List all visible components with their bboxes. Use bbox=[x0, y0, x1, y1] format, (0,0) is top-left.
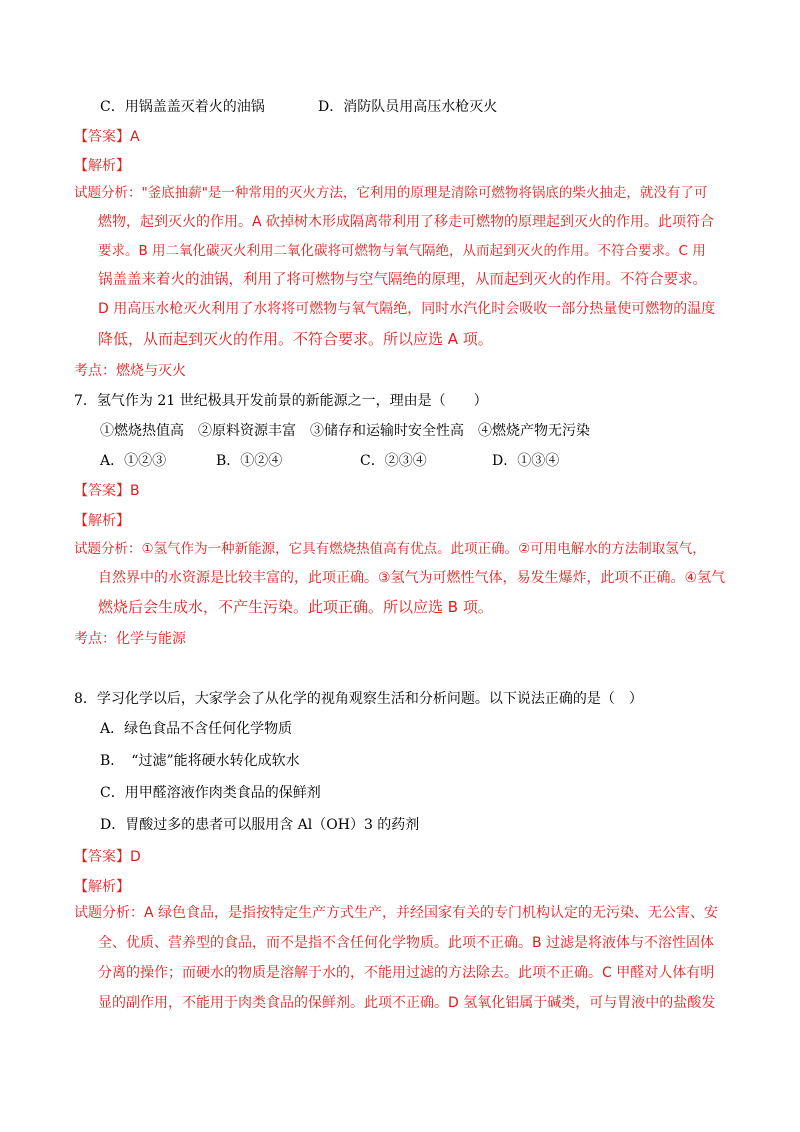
q6-analysis-line: D 用高压水枪灭火利用了水将将可燃物与氧气隔绝，同时水汽化时会吸收一部分热量使可燃物的温度 bbox=[98, 301, 716, 317]
q6-kaodian: 考点：燃烧与灭火 bbox=[74, 363, 186, 379]
q7-analysis-label: 【解析】 bbox=[74, 513, 130, 529]
q7-answer: 【答案】B bbox=[74, 483, 140, 499]
q8-analysis-line: 分离的操作；而硬水的物质是溶解于水的，不能用过滤的方法除去。此项不正确。C 甲醛对人体有明 bbox=[98, 965, 715, 981]
q7-analysis-line: 自然界中的水资源是比较丰富的，此项正确。③氢气为可燃性气体，易发生爆炸，此项不正确。④氢气 bbox=[98, 570, 726, 586]
q6-analysis-line: 试题分析："釜底抽薪"是一种常用的灭火方法，它利用的原理是清除可燃物将锅底的柴火抽走，就没有了可 bbox=[74, 185, 708, 201]
q7-option-b: B．①②④ bbox=[216, 453, 283, 469]
q8-option-a: A．绿色食品不含任何化学物质 bbox=[100, 721, 293, 737]
q7-analysis-line: 燃烧后会生成水，不产生污染。此项正确。所以应选 B 项。 bbox=[98, 598, 493, 616]
q6-answer: 【答案】A bbox=[74, 129, 140, 145]
q7-option-c: C．②③④ bbox=[360, 453, 427, 469]
q6-analysis-line: 要求。B 用二氧化碳灭火利用二氧化碳将可燃物与氧气隔绝，从而起到灭火的作用。不符合要求。C 用 bbox=[98, 243, 706, 259]
q8-option-c: C．用甲醛溶液作肉类食品的保鲜剂 bbox=[100, 785, 321, 801]
q6-analysis-line: 燃物，起到灭火的作用。A 砍掉树木形成隔离带利用了移走可燃物的原理起到灭火的作用。此项符合 bbox=[98, 214, 715, 230]
q8-option-d: D．胃酸过多的患者可以服用含 Al（OH）3 的药剂 bbox=[100, 817, 420, 833]
q8-analysis-line: 试题分析：A 绿色食品，是指按特定生产方式生产，并经国家有关的专门机构认定的无污染、无公害、安 bbox=[74, 905, 719, 921]
q7-items: ①燃烧热值高 ②原料资源丰富 ③储存和运输时安全性高 ④燃烧产物无污染 bbox=[100, 423, 590, 439]
q6-option-d: D．消防队员用高压水枪灭火 bbox=[318, 99, 498, 115]
q7-option-a: A．①②③ bbox=[100, 453, 167, 469]
q7-option-d: D．①③④ bbox=[492, 453, 560, 469]
q6-option-c: C．用锅盖盖灭着火的油锅 bbox=[100, 99, 265, 115]
q8-analysis-label: 【解析】 bbox=[74, 879, 130, 895]
q6-analysis-label: 【解析】 bbox=[74, 158, 130, 174]
q6-analysis-line: 锅盖盖来着火的油锅，利用了将可燃物与空气隔绝的原理，从而起到灭火的作用。不符合要求。 bbox=[98, 272, 707, 288]
q8-analysis-line: 显的副作用，不能用于肉类食品的保鲜剂。此项不正确。D 氢氧化铝属于碱类，可与胃液中的盐酸发 bbox=[98, 995, 716, 1011]
q7-analysis-line: 试题分析：①氢气作为一种新能源，它具有燃烧热值高有优点。此项正确。②可用电解水的方法制取氢气， bbox=[74, 541, 706, 557]
q8-option-b: B． “过滤”能将硬水转化成软水 bbox=[100, 753, 300, 769]
q8-analysis-line: 全、优质、营养型的食品，而不是指不含任何化学物质。此项不正确。B 过滤是将液体与不溶性固体 bbox=[98, 935, 715, 951]
q8-answer: 【答案】D bbox=[74, 849, 141, 865]
q7-stem: 7．氢气作为 21 世纪极具开发前景的新能源之一，理由是（ ） bbox=[74, 393, 488, 409]
q6-analysis-line: 降低，从而起到灭火的作用。不符合要求。所以应选 A 项。 bbox=[98, 330, 493, 348]
q8-stem: 8．学习化学以后，大家学会了从化学的视角观察生活和分析问题。以下说法正确的是（ ） bbox=[74, 691, 643, 707]
q7-kaodian: 考点：化学与能源 bbox=[74, 631, 186, 647]
